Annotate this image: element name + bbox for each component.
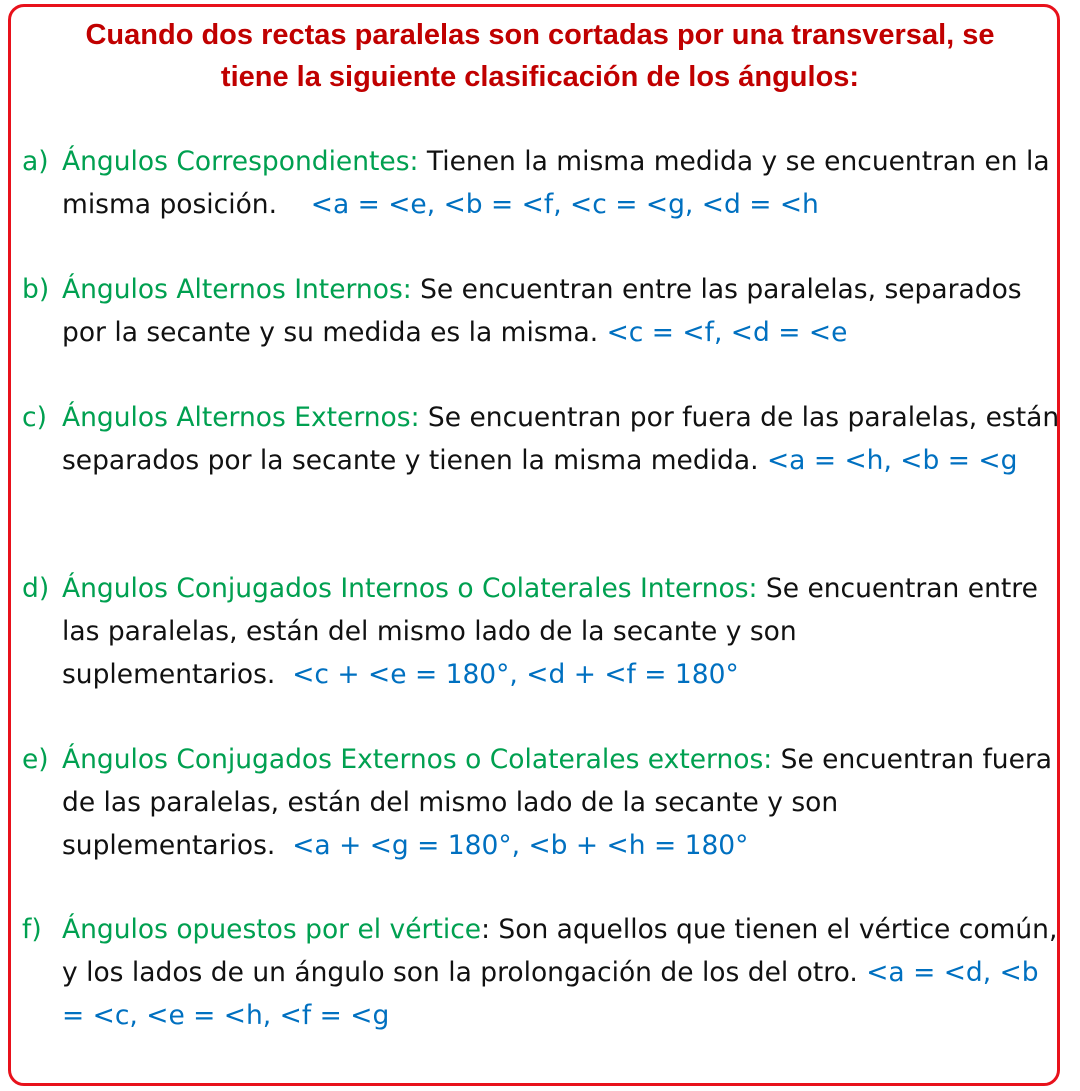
item-body [62, 908, 1062, 1037]
item-letter: b) [22, 274, 50, 305]
title-line-1: Cuando dos rectas paralelas son cortadas por una transversal, se [85, 19, 995, 51]
list-item-conjugados-externos [22, 738, 1062, 867]
item-equation: <c + <e = 180°, <d + <f = 180° [292, 659, 739, 690]
item-letter: d) [22, 573, 50, 604]
list-item-opuestos-vertice [22, 908, 1062, 1037]
list-item-correspondientes [22, 140, 1062, 226]
item-term: Ángulos opuestos por el vértice [62, 914, 482, 945]
item-body [62, 268, 1062, 354]
list-item-conjugados-internos [22, 567, 1062, 696]
item-term: Ángulos Conjugados Internos o Colaterales Internos: [62, 573, 758, 604]
item-equation: <a = <e, <b = <f, <c = <g, <d = <h [310, 189, 819, 220]
item-body [62, 140, 1062, 226]
item-description: Se encuentran por fuera de las paralelas, están separados por la secante y tienen la misma medida. [62, 402, 1060, 476]
list-item-alternos-externos [22, 396, 1062, 482]
item-term: Ángulos Correspondientes: [62, 146, 419, 177]
list-item-alternos-internos [22, 268, 1062, 354]
title-line-2: tiene la siguiente clasificación de los ángulos: [220, 61, 860, 93]
item-letter: c) [22, 402, 47, 433]
item-letter: e) [22, 744, 49, 775]
item-equation: <a = <d, <b = <c, <e = <h, <f = <g [62, 957, 1039, 1031]
item-letter: f) [22, 914, 42, 945]
item-term: Ángulos Conjugados Externos o Colaterales externos: [62, 744, 773, 775]
item-body [62, 567, 1062, 696]
item-equation: <c = <f, <d = <e [606, 317, 848, 348]
item-description: Tienen la misma medida y se encuentran en la misma posición. [62, 146, 1050, 220]
page-title [20, 14, 1060, 98]
item-equation: <a + <g = 180°, <b + <h = 180° [292, 830, 749, 861]
item-term: Ángulos Alternos Internos: [62, 274, 412, 305]
item-description: Se encuentran fuera de las paralelas, están del mismo lado de la secante y son suplementarios. [62, 744, 1053, 861]
item-description: : Son aquellos que tienen el vértice común, y los lados de un ángulo son la prolongación de los del otro. [62, 914, 1058, 988]
item-equation: <a = <h, <b = <g [766, 445, 1018, 476]
item-description: Se encuentran entre las paralelas, separados por la secante y su medida es la misma. [62, 274, 1022, 348]
item-term: Ángulos Alternos Externos: [62, 402, 420, 433]
item-description: Se encuentran entre las paralelas, están del mismo lado de la secante y son suplementarios. [62, 573, 1038, 690]
item-letter: a) [22, 146, 49, 177]
item-body [62, 738, 1062, 867]
item-body [62, 396, 1062, 482]
